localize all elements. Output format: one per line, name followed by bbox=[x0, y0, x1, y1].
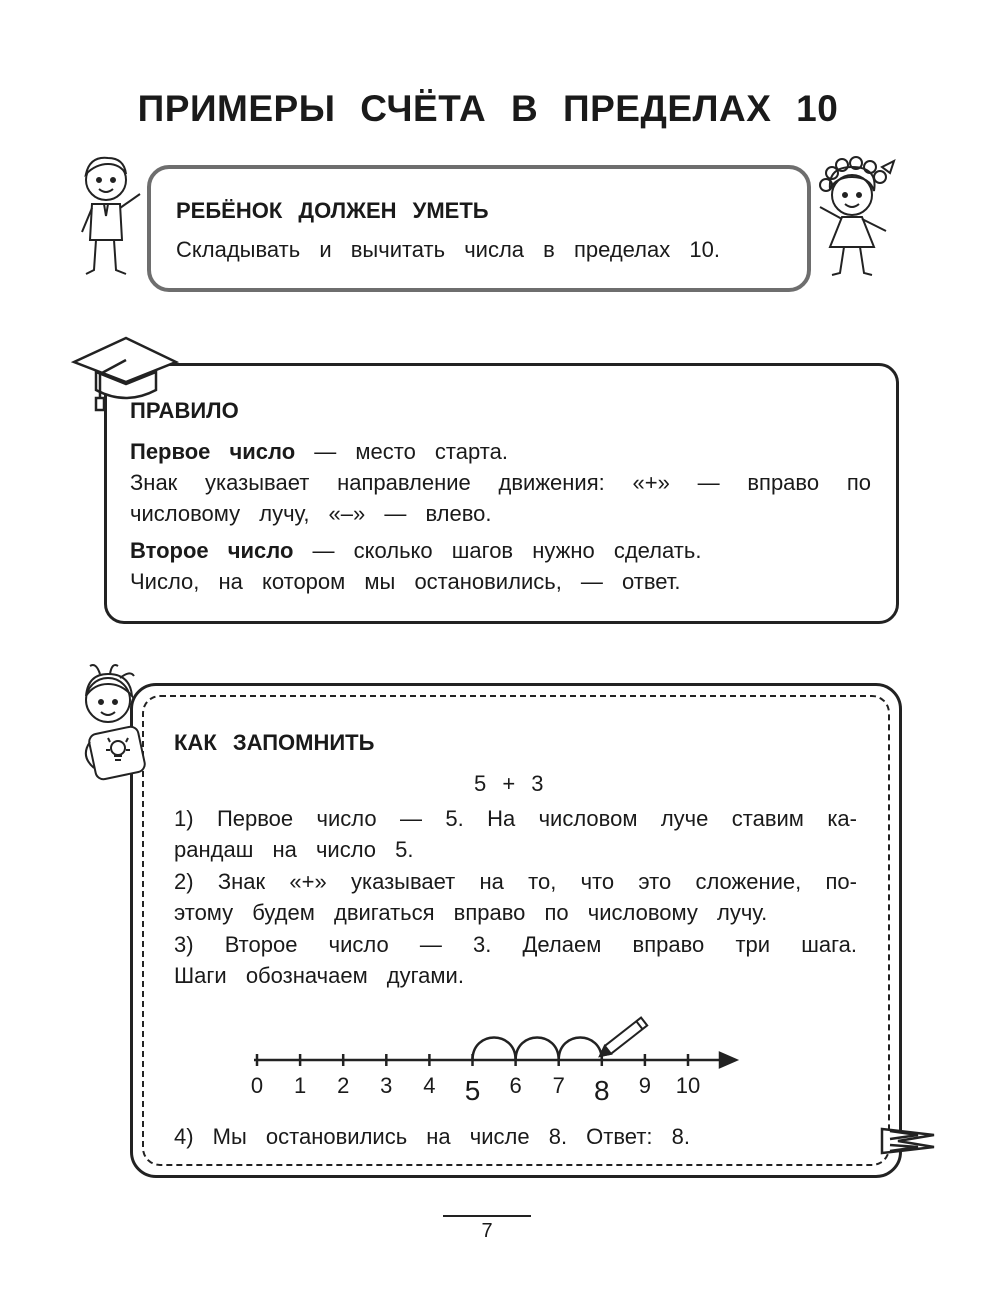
remember-line-3: 2) Знак «+» указывает на то, что это сложение, по- bbox=[174, 869, 857, 894]
rule-line-5: Число, на котором мы остановились, — ответ. bbox=[130, 569, 681, 594]
number-line-jump-arc bbox=[559, 1038, 602, 1061]
number-line-label: 4 bbox=[423, 1073, 436, 1098]
number-line bbox=[240, 1008, 760, 1108]
rule-line-2: Знак указывает направление движения: «+» — вправо по bbox=[130, 470, 871, 495]
rule-first-number-term: Первое число bbox=[130, 439, 296, 464]
rule-second-number-term: Второе число bbox=[130, 538, 294, 563]
rule-line-3: числовому лучу, «–» — влево. bbox=[130, 501, 492, 526]
number-line-jump-arc bbox=[516, 1038, 559, 1061]
number-line-label: 1 bbox=[293, 1073, 307, 1098]
answer-line: 4) Мы остановились на числе 8. Ответ: 8. bbox=[174, 1124, 690, 1149]
remember-line-4: этому будем двигаться вправо по числовому лучу. bbox=[174, 900, 768, 925]
remember-line-2: рандаш на число 5. bbox=[174, 837, 414, 862]
girl-with-board-illustration bbox=[70, 660, 162, 790]
example-expression: 5 + 3 bbox=[474, 771, 544, 796]
page-number-rule bbox=[443, 1215, 531, 1217]
number-line-label: 5 bbox=[464, 1075, 481, 1106]
pencil-icon bbox=[597, 1018, 647, 1060]
rule-heading: ПРАВИЛО bbox=[130, 398, 239, 423]
remember-line-1: 1) Первое число — 5. На числовом луче ставим ка- bbox=[174, 806, 857, 831]
rule-line-1-rest: — место старта. bbox=[295, 439, 508, 464]
number-line-label: 3 bbox=[380, 1073, 393, 1098]
number-line-label: 10 bbox=[675, 1073, 701, 1098]
number-line-label: 8 bbox=[594, 1075, 610, 1106]
skills-text: Складывать и вычитать числа в пределах 10. bbox=[176, 237, 720, 262]
boy-illustration bbox=[68, 150, 150, 280]
number-line-arrowhead bbox=[720, 1053, 736, 1067]
remember-heading: КАК ЗАПОМНИТЬ bbox=[174, 730, 375, 755]
number-line-jump-arc bbox=[473, 1038, 516, 1061]
graduation-cap-icon bbox=[70, 328, 180, 414]
girl-illustration bbox=[808, 155, 908, 280]
number-line-label: 7 bbox=[552, 1073, 565, 1098]
skills-heading: РЕБЁНОК ДОЛЖЕН УМЕТЬ bbox=[176, 198, 489, 223]
number-line-label: 6 bbox=[509, 1073, 522, 1098]
rule-line-1 bbox=[130, 436, 508, 467]
number-line-label: 2 bbox=[337, 1073, 350, 1098]
number-line-label: 9 bbox=[638, 1073, 652, 1098]
remember-line-6: Шаги обозначаем дугами. bbox=[174, 963, 464, 988]
rule-line-4-rest: — сколько шагов нужно сделать. bbox=[293, 538, 702, 563]
rule-line-4 bbox=[130, 535, 701, 566]
page-number: 7 bbox=[481, 1220, 493, 1242]
number-line-label: 0 bbox=[250, 1073, 264, 1098]
page-title: ПРИМЕРЫ СЧЁТА В ПРЕДЕЛАХ 10 bbox=[137, 88, 839, 129]
bookmark-arrow-icon bbox=[878, 1115, 938, 1171]
remember-line-5: 3) Второе число — 3. Делаем вправо три шага. bbox=[174, 932, 857, 957]
skills-box bbox=[147, 165, 811, 292]
